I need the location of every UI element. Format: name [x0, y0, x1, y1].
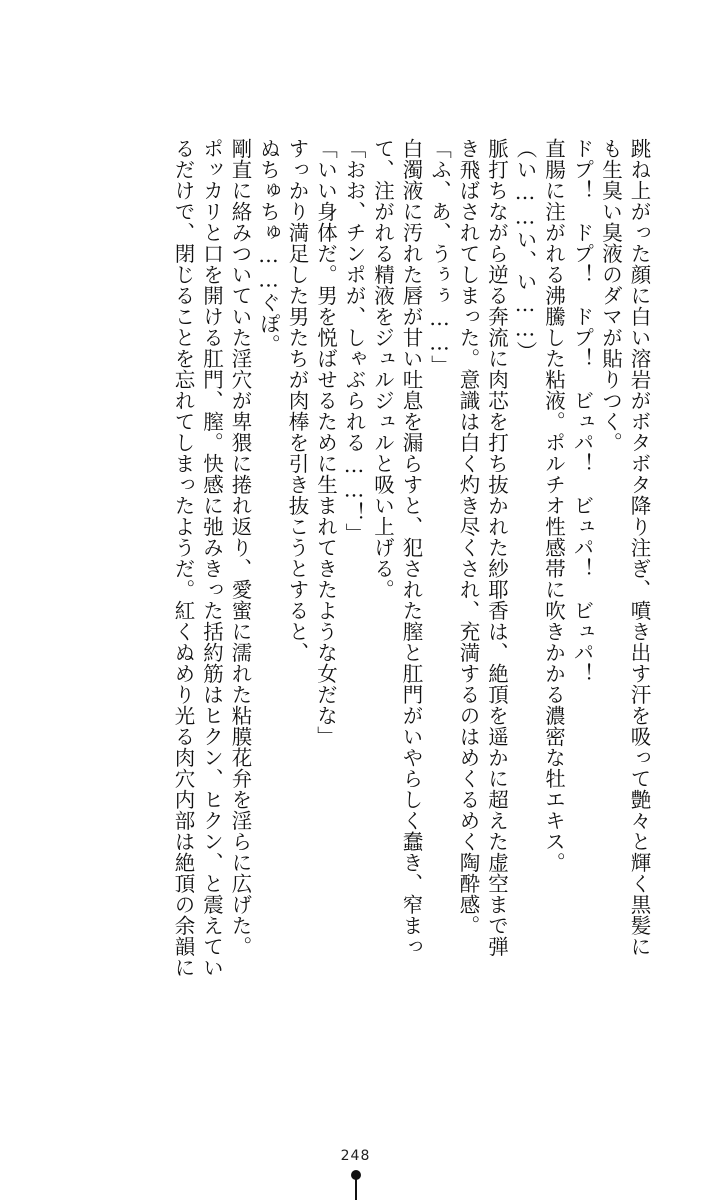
text-line: 白濁液に汚れた唇が甘い吐息を漏らすと、犯された膣と肛門がいやらしく蠢き、窄まっ: [399, 138, 423, 957]
text-line: （い……い、い……）: [513, 138, 537, 362]
text-line: き飛ばされてしまった。意識は白く灼き尽くされ、充満するのはめくるめく陶酔感。: [456, 138, 480, 936]
text-line: 剛直に絡みついていた淫穴が卑猥に捲れ返り、愛蜜に濡れた粘膜花弁を淫らに広げた。: [228, 138, 252, 957]
text-line: て、注がれる精液をジュルジュルと吸い上げる。: [370, 138, 395, 600]
text-line: 跳ね上がった顔に白い溶岩がボタボタ降り注ぎ、噴き出す汗を吸って艶々と輝く黒髪に: [627, 138, 651, 957]
text-line: 「いい身体だ。男を悦ばせるために生まれてきたような女だな」: [313, 138, 338, 747]
text-line: ぬちゅちゅ……ぐぽ。: [256, 138, 281, 355]
vertical-text-body: [108, 138, 653, 998]
text-line: ポッカリと口を開ける肛門、膣。快感に弛みきった括約筋はヒクン、ヒクン、と震えてい: [199, 138, 224, 978]
text-line: 「おお、チンポが、しゃぶられる……！」: [342, 138, 366, 544]
text-line: 脈打ちながら逆る奔流に肉芯を打ち抜かれた紗耶香は、絶頂を遥かに超えた虚空まで弾: [484, 138, 509, 957]
text-line: るだけで、閉じることを忘れてしまったようだ。紅くぬめり光る肉穴内部は絶頂の余韻に: [171, 138, 195, 978]
text-line: 直腸に注がれる沸騰した粘液。ポルチオ性感帯に吹きかかる濃密な牡エキス。: [541, 138, 566, 873]
text-line: 「ふ、あ、うぅぅ……」: [427, 138, 452, 376]
text-line: すっかり満足した男たちが肉棒を引き抜こうとすると、: [285, 138, 309, 663]
text-line: ドプ！ ドプ！ ドプ！ ビュパ！ ビュパ！ ビュパ！: [570, 138, 594, 684]
page-number: 248: [340, 1148, 371, 1164]
text-line: も生臭い臭液のダマが貼りつく。: [598, 138, 623, 453]
bookmark-marker-icon: [351, 1170, 361, 1200]
